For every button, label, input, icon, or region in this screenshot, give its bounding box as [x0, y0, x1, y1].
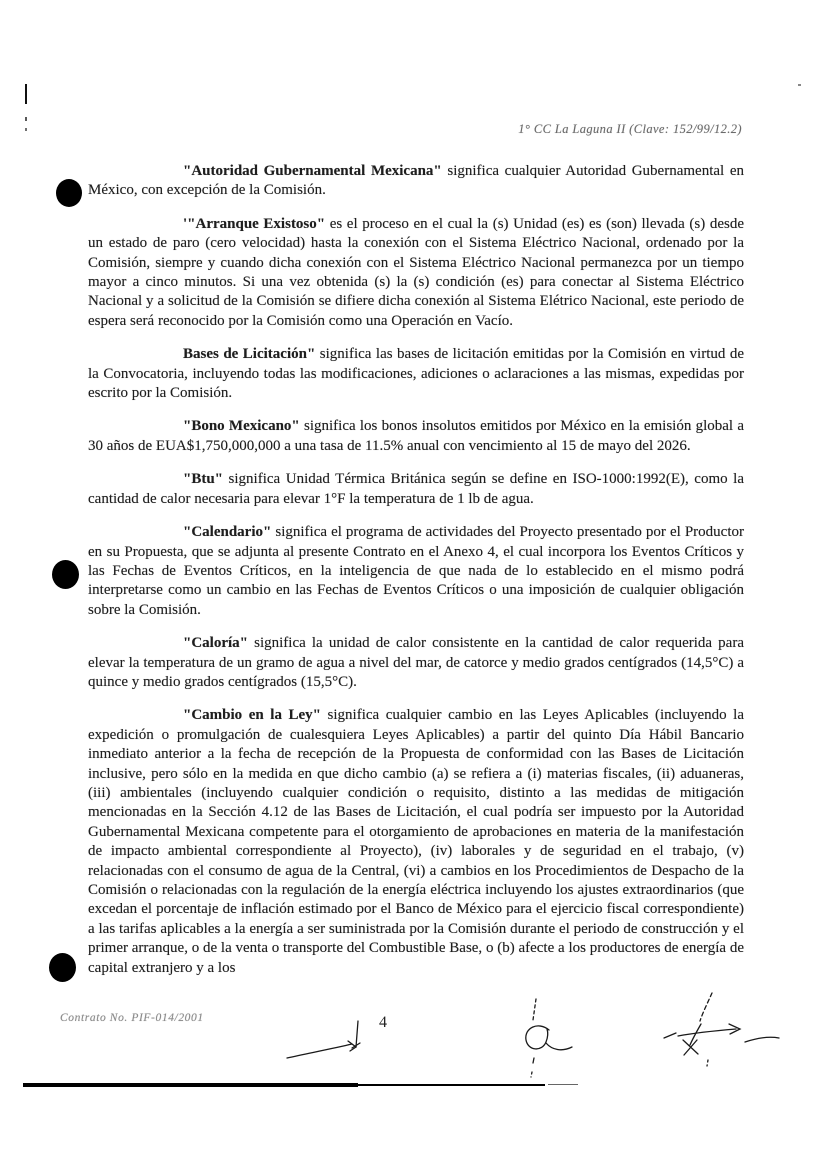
handwritten-arrow-to-page-number: [287, 1021, 360, 1058]
contract-number-footer: Contrato No. PIF-014/2001: [60, 1012, 204, 1024]
definition-text: significa los bonos insolutos emitidos por México en la emisión global a 30 años de EUA$1,750,000,000 a una tasa de 11.5% anual con vencimiento al 15 de mayo del 2026.: [88, 418, 744, 454]
definition-paragraph: [88, 345, 744, 403]
definition-paragraph: [88, 706, 744, 978]
definition-text: significa cualquier Autoridad Gubernamental en México, con excepción de la Comisión.: [88, 163, 744, 199]
handwritten-initials-right: [664, 993, 779, 1066]
definition-paragraph: [88, 470, 744, 509]
definition-text: significa el programa de actividades del Proyecto presentado por el Productor en su Propuesta, que se adjunta al presente Contrato en el Anexo 4, el cual incorpora los Eventos Críticos y las Fechas de Eventos Críticos, en la inteligencia de que nada de lo establecido en el mismo podrá interpretarse como un cambio en las Fechas de Eventos Críticos o una imposición de cualquier obligación sobre la Comisión.: [88, 524, 744, 618]
document-reference-header: 1° CC La Laguna II (Clave: 152/99/12.2): [518, 122, 742, 136]
defined-term: "Calendario": [183, 524, 272, 541]
scan-artifact-dot: [25, 117, 27, 121]
defined-term: "Bono Mexicano": [183, 418, 300, 435]
definition-paragraph: [88, 417, 744, 456]
defined-term: Bases de Licitación": [183, 346, 316, 363]
defined-term: "Btu": [183, 471, 223, 488]
defined-term: "Cambio en la Ley": [183, 707, 321, 724]
hole-punch-dot: [56, 179, 82, 207]
scan-artifact-dot: [25, 128, 27, 131]
defined-term: "Autoridad Gubernamental Mexicana": [183, 163, 442, 179]
definition-text: significa las bases de licitación emitidas por la Comisión en virtud de la Convocatoria, incluyendo todas las modificaciones, adiciones o aclaraciones a las mismas, expedidas por escrito por la Comisión.: [88, 346, 745, 402]
scan-edge-bar: [355, 1084, 545, 1086]
definition-text: significa cualquier cambio en las Leyes Aplicables (incluyendo la expedición o promulgación de cualesquiera Leyes Aplicables) a partir del quinto Día Hábil Bancario inmediato anterior a la fecha de recepción de la Propuesta de conformidad con las Bases de Licitación inclusive, pero sólo en la medida en que dicho cambio (a) se refiera a (i) materias fiscales, (ii) aduaneras, (iii) ambientales (incluyendo cualquier condición o requisito, distinto a las medidas de mitigación mencionadas en la Sección 4.12 de las Bases de Licitación, el cual podría ser impuesto por la Autoridad Gubernamental Mexicana competente para el otorgamiento de aprobaciones en materia de la manifestación de impacto ambiental correspondiente al Proyecto), (iv) laborales y de seguridad en el trabajo, (v) relacionadas con el consumo de agua de la Central, (vi) a cambios en los Procedimientos de Despacho de la Comisión o relacionadas con la regulación de la energía eléctrica incluyendo los ajustes extraordinarios (que excedan el porcentaje de inflación estimado por el Banco de México para el ejercicio fiscal correspondiente) a las tarifas aplicables a la energía a ser suministrada por la Comisión durante el periodo de construcción y el primer arranque, o de la venta o transporte del Combustible Base, o (b) afecte a los productores de energía de capital extranjero y a los: [88, 707, 744, 976]
defined-term: '"Arranque Existoso": [183, 215, 326, 232]
handwritten-initials-left: [526, 999, 572, 1077]
definition-paragraph: [88, 162, 744, 201]
definition-text: significa Unidad Térmica Británica según se define en ISO-1000:1992(E), como la cantidad de calor necesaria para elevar 1°F la temperatura de 1 lb de agua.: [88, 471, 744, 507]
hole-punch-dot: [49, 953, 76, 982]
scan-edge-bar: [548, 1084, 578, 1085]
scan-artifact-tick: [25, 84, 27, 104]
scan-edge-bar: [23, 1083, 358, 1087]
page-number: 4: [379, 1014, 387, 1031]
definition-paragraph: [88, 215, 744, 331]
definition-text: significa la unidad de calor consistente en la cantidad de calor requerida para elevar la temperatura de un gramo de agua a nivel del mar, de catorce y medio grados centígrados (14,5°C) a quince y medio grados centígrados (15,5°C).: [88, 635, 744, 690]
definition-paragraph: [88, 523, 744, 620]
definition-text: es el proceso en el cual la (s) Unidad (es) es (son) llevada (s) desde un estado de paro (cero velocidad) hasta la conexión con el Sistema Eléctrico Nacional, ordenado por la Comisión, siempre y cuando dicha conexión con el Sistema Eléctrico Nacional permanezca por un tiempo mayor a cinco minutos. Si una vez obtenida (s) la (s) condición (es) para conectar al Sistema Eléctrico Nacional y a solicitud de la Comisión se difiere dicha conexión al Sistema Elétrico Nacional, este periodo de espera será reconocido por la Comisión como una Operación en Vacío.: [88, 215, 745, 329]
defined-term: "Caloría": [183, 635, 248, 652]
hole-punch-dot: [52, 560, 79, 589]
scan-artifact-dot: [798, 84, 801, 86]
document-body: [88, 162, 744, 992]
definition-paragraph: [88, 634, 744, 692]
